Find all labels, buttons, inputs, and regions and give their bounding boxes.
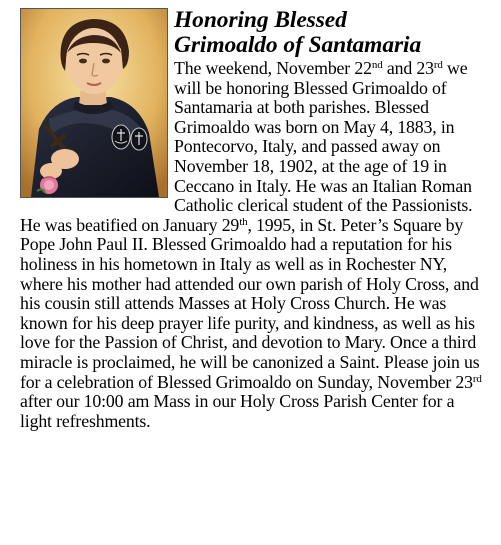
body-text: after our 10:00 am Mass in our Holy Cross Parish Center for a light refreshments.: [20, 391, 455, 431]
title-line-2: Grimoaldo of Santamaria: [174, 32, 422, 58]
body-text: The weekend, November 22: [174, 58, 372, 78]
ordinal-suffix: rd: [472, 372, 482, 385]
body-text: , 1995, in St. Peter’s Square by Pope John Paul II. Blessed Grimoaldo had a reputation for his holiness in his hometown in Italy as well as in Rochester NY, where his mother had attended our own parish of Holy Cross, and his cousin still attends Masses at Holy Cross Church. He was known for his deep prayer life purity, and kindness, as well as his love for the Passion of Christ, and devotion to Mary. Once a third miracle is proclaimed, he will be canonized a Saint. Please join us for a celebration of Blessed Grimoaldo on Sunday, November 23: [20, 214, 480, 392]
ordinal-suffix: th: [239, 215, 248, 228]
title-line-1: Honoring Blessed: [174, 7, 347, 33]
portrait-painting: [21, 9, 167, 197]
body-text: we will be honoring Blessed Grimoaldo of Santamaria at both parishes. Blessed Grimoaldo was born on May 4, 1883, in Pontecorvo, Italy, and passed away on November 18, 1902, at the age of 19 in Ceccano in Italy. He was an Italian Roman Catholic clerical student of the Passionists. He was beatified on January 29: [20, 58, 473, 235]
ordinal-suffix: nd: [371, 59, 383, 71]
body-text: and 23: [382, 58, 434, 78]
ordinal-suffix: rd: [433, 59, 443, 71]
article: [20, 8, 482, 431]
portrait-of-blessed-grimoaldo: [20, 8, 168, 198]
